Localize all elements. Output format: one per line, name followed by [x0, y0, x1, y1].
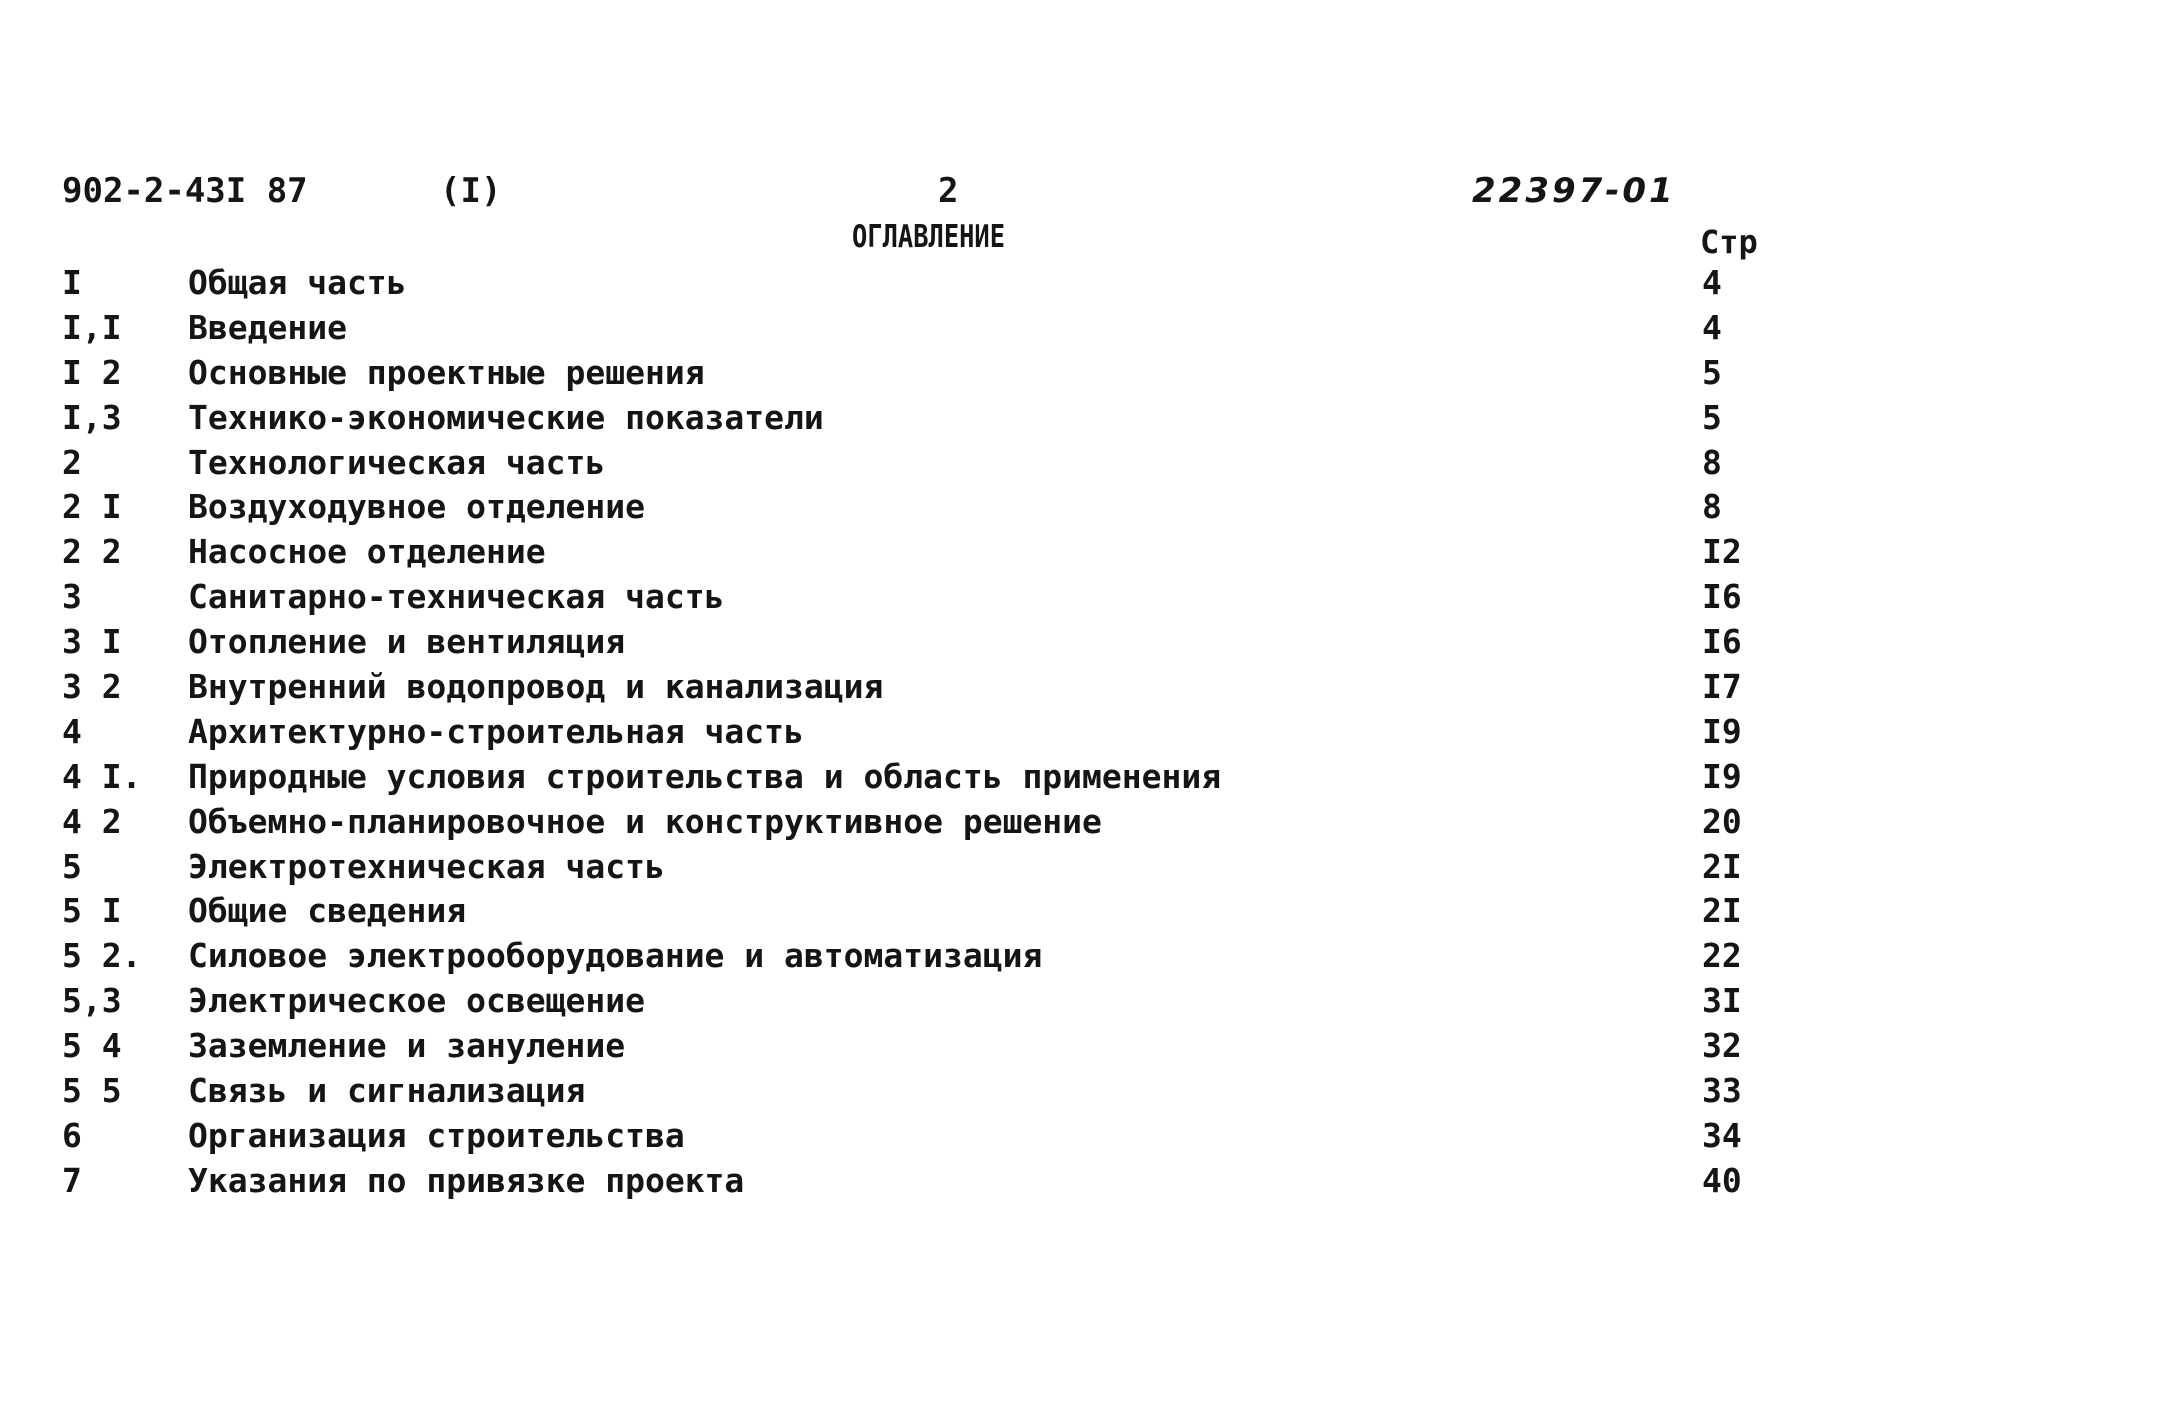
toc-entry-page: 22	[1702, 936, 1742, 976]
toc-entry-page: 34	[1702, 1115, 1742, 1155]
toc-entry-page: 2I	[1702, 891, 1742, 931]
toc-entry-page: 5	[1702, 397, 1722, 437]
toc-entry-title: Указания по привязке проекта	[188, 1160, 745, 1200]
toc-entry-title: Основные проектные решения	[188, 352, 705, 392]
toc-entry	[62, 756, 1782, 801]
toc-entry	[62, 1115, 1782, 1160]
toc-entry-title: Воздуходувное отделение	[188, 487, 645, 527]
toc-entry-number: 5,3	[62, 981, 122, 1021]
inventory-number: 22397-01	[1472, 171, 1676, 211]
toc-entry-number: 2 2	[62, 532, 122, 572]
toc-entry	[62, 576, 1782, 621]
toc-entry-title: Организация строительства	[188, 1115, 685, 1155]
toc-entry-number: 3 I	[62, 622, 122, 662]
toc-entry-number: I 2	[62, 352, 122, 392]
toc-entry	[62, 352, 1782, 397]
toc-entry-page: I6	[1702, 577, 1742, 617]
toc-entry-page: 4	[1702, 307, 1722, 347]
toc-entry	[62, 307, 1782, 352]
toc-entry-number: 4 I.	[62, 756, 142, 796]
toc-entry-page: I2	[1702, 532, 1742, 572]
toc-entry-page: I7	[1702, 667, 1742, 707]
toc-entry	[62, 397, 1782, 442]
toc-entry	[62, 890, 1782, 935]
toc-entry	[62, 531, 1782, 576]
toc-entry	[62, 1070, 1782, 1115]
toc-entry-page: 5	[1702, 352, 1722, 392]
toc-entry-number: 5 2.	[62, 936, 142, 976]
toc-entry-page: 3I	[1702, 981, 1742, 1021]
toc-entry	[62, 980, 1782, 1025]
toc-entry-number: 5 5	[62, 1071, 122, 1111]
toc-entry-page: I9	[1702, 711, 1742, 751]
toc-entry-number: 2 I	[62, 487, 122, 527]
toc-entry-page: 33	[1702, 1071, 1742, 1111]
toc-entry-page: 32	[1702, 1026, 1742, 1066]
toc-entry-title: Внутренний водопровод и канализация	[188, 667, 884, 707]
toc-entry-number: 3 2	[62, 667, 122, 707]
toc-entry	[62, 621, 1782, 666]
document-code: 902-2-43I 87	[62, 171, 308, 211]
toc-entry	[62, 1025, 1782, 1070]
toc-entry	[62, 262, 1782, 307]
toc-entry-title: Общая часть	[188, 263, 407, 302]
toc-entry-number: 5 I	[62, 891, 122, 931]
toc-entry-title: Общие сведения	[188, 891, 467, 931]
toc-entry-number: I,I	[62, 307, 122, 347]
toc-entry-title: Архитектурно-строительная часть	[188, 711, 804, 751]
toc-entry-page: 4	[1702, 263, 1722, 302]
toc-entry-page: I9	[1702, 756, 1742, 796]
toc-entry-number: I	[62, 263, 82, 302]
toc-entry-number: 5 4	[62, 1026, 122, 1066]
page-number: 2	[938, 171, 959, 211]
table-of-contents	[62, 262, 1782, 1205]
toc-entry-number: I,3	[62, 397, 122, 437]
toc-entry-number: 6	[62, 1115, 82, 1155]
toc-entry-number: 4	[62, 711, 82, 751]
toc-entry-title: Заземление и зануление	[188, 1026, 626, 1066]
toc-entry	[62, 711, 1782, 756]
toc-entry-title: Отопление и вентиляция	[188, 622, 626, 662]
toc-entry-page: 40	[1702, 1160, 1742, 1200]
toc-entry	[62, 442, 1782, 487]
toc-entry-title: Технологическая часть	[188, 442, 606, 482]
toc-entry-page: 2I	[1702, 846, 1742, 886]
toc-title: ОГЛАВЛЕНИЕ	[852, 219, 1006, 255]
toc-entry-number: 4 2	[62, 801, 122, 841]
toc-entry-title: Насосное отделение	[188, 532, 546, 572]
toc-page-column-label: Стр	[1700, 223, 1758, 261]
toc-entry-number: 7	[62, 1160, 82, 1200]
toc-entry-title: Связь и сигнализация	[188, 1071, 586, 1111]
toc-entry-page: 8	[1702, 487, 1722, 527]
toc-entry-title: Технико-экономические показатели	[188, 397, 824, 437]
toc-entry	[62, 1160, 1782, 1205]
toc-entry	[62, 846, 1782, 891]
toc-entry-page: 8	[1702, 442, 1722, 482]
toc-entry-title: Введение	[188, 307, 347, 347]
document-part: (I)	[440, 171, 502, 211]
toc-entry-page: 20	[1702, 801, 1742, 841]
toc-entry	[62, 666, 1782, 711]
toc-entry-title: Электротехническая часть	[188, 846, 665, 886]
toc-entry-title: Силовое электрооборудование и автоматизация	[188, 936, 1043, 976]
toc-entry-title: Объемно-планировочное и конструктивное решение	[188, 801, 1102, 841]
toc-entry-title: Электрическое освещение	[188, 981, 645, 1021]
toc-entry-number: 2	[62, 442, 82, 482]
toc-entry-page: I6	[1702, 622, 1742, 662]
toc-entry-title: Санитарно-техническая часть	[188, 577, 725, 617]
toc-entry	[62, 486, 1782, 531]
toc-entry-number: 5	[62, 846, 82, 886]
toc-entry	[62, 801, 1782, 846]
toc-entry	[62, 935, 1782, 980]
toc-entry-title: Природные условия строительства и область применения	[188, 756, 1222, 796]
toc-entry-number: 3	[62, 577, 82, 617]
